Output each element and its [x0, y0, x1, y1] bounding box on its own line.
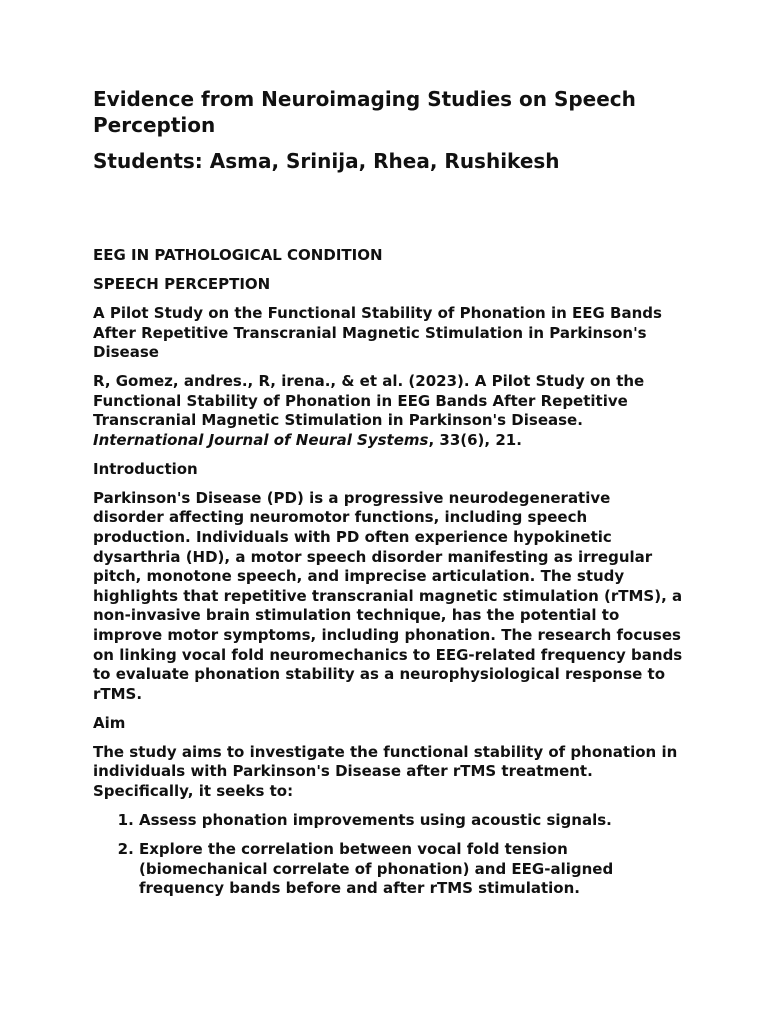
introduction-heading: Introduction — [93, 459, 198, 478]
aim-list-item: 2. Explore the correlation between vocal fold tension (biomechanical correlate of phonation) and EEG-aligned frequency bands before and after rTMS stimulation. — [139, 840, 683, 899]
introduction-text: Parkinson's Disease (PD) is a progressive neurodegenerative disorder affecting neuromotor functions, including speech production. Individuals with PD often experience hypokinetic dysarthria (HD), a motor speech disorder manifesting as irregular pitch, monotone speech, and imprecise articulation. The study highlights that repetitive transcranial magnetic stimulation (rTMS), a non-invasive brain stimulation technique, has the potential to improve motor symptoms, including phonation. The research focuses on linking vocal fold neuromechanics to EEG-related frequency bands to evaluate phonation stability as a neurophysiological response to rTMS. — [93, 488, 683, 703]
students-line: Students: Asma, Srinija, Rhea, Rushikesh — [93, 149, 560, 173]
paper-title: A Pilot Study on the Functional Stability of Phonation in EEG Bands After Repetitive Transcranial Magnetic Stimulation in Parkinson's Disease — [93, 303, 662, 362]
citation-details: , 33(6), 21. — [428, 430, 522, 449]
citation — [93, 372, 683, 450]
document-title: Evidence from Neuroimaging Studies on Speech Perception — [93, 87, 636, 137]
subsection-heading: SPEECH PERCEPTION — [93, 274, 271, 293]
document-page — [93, 86, 683, 908]
aim-text: The study aims to investigate the functional stability of phonation in individuals with Parkinson's Disease after rTMS treatment. Specifically, it seeks to: — [93, 742, 678, 800]
citation-journal: International Journal of Neural Systems — [93, 430, 429, 449]
aim-heading: Aim — [93, 713, 126, 732]
citation-main: R, Gomez, andres., R, irena., & et al. (2023). A Pilot Study on the Functional Stability of Phonation in EEG Bands After Repetitive Transcranial Magnetic Stimulation in Parkinson's Disease. — [93, 372, 645, 430]
section-heading: EEG IN PATHOLOGICAL CONDITION — [93, 246, 383, 264]
aim-list-item: 1. Assess phonation improvements using acoustic signals. — [139, 811, 683, 831]
aim-list — [93, 811, 683, 899]
